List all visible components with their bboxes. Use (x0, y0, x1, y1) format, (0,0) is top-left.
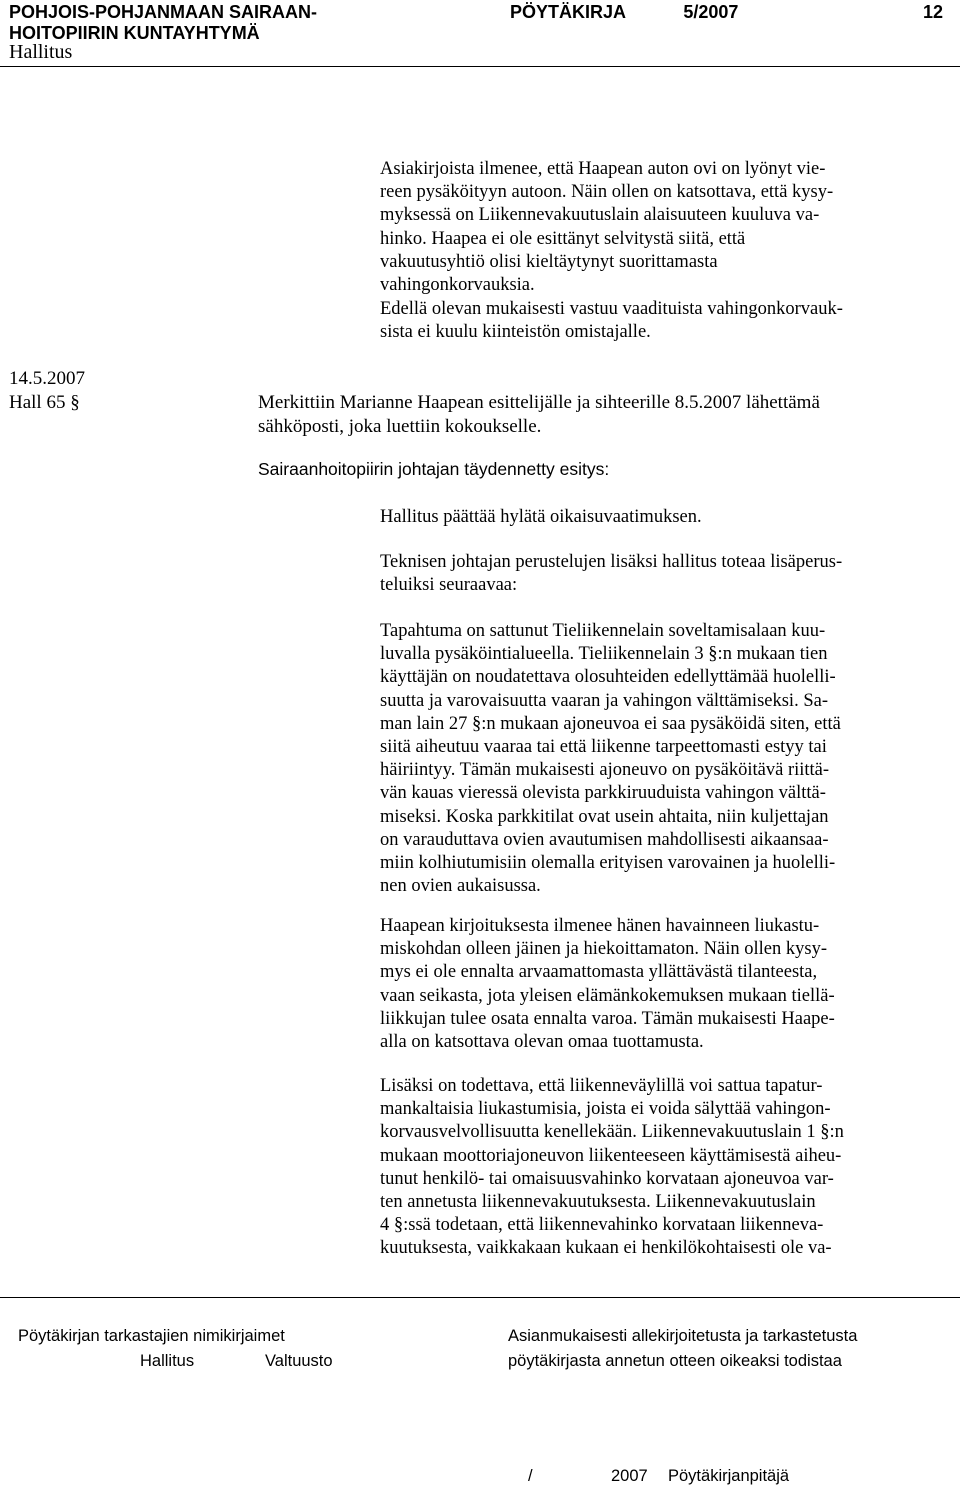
text-line: kuutuksesta, vaikkakaan kukaan ei henkilökohtaisesti ole va- (380, 1238, 832, 1259)
text-line: mys ei ole ennalta arvaamattomasta yllättävästä tilanteesta, (380, 962, 818, 983)
text-line: Tapahtuma on sattunut Tieliikennelain soveltamisalaan kuu- (380, 621, 826, 641)
document-number: 5/2007 (683, 2, 739, 22)
text-line: mankaltaisia liukastumisia, joista ei voida sälyttää vahingon- (380, 1099, 831, 1120)
organization-name (9, 2, 317, 44)
text-line: mukaan moottoriajoneuvon liikenteeseen käyttämisestä aiheu- (380, 1145, 842, 1166)
date-slash: / (528, 1467, 533, 1485)
proposal-paragraph-4 (380, 1075, 955, 1261)
text-line: miskohdan olleen jäinen ja hiekoittamaton. Näin ollen kysy- (380, 939, 827, 960)
item-date: 14.5.2007 (9, 368, 85, 389)
text-line: vän kauas vieressä olevista parkkiruuduista vahingon välttä- (380, 783, 826, 804)
text-line: on varauduttava ovien avautumisen mahdollisesti aikaansaa- (380, 829, 829, 850)
footer-year: 2007 (611, 1467, 648, 1485)
minutes-keeper-label: Pöytäkirjanpitäjä (668, 1467, 790, 1485)
text-line: sista ei kuulu kiinteistön omistajalle. (380, 322, 651, 343)
text-line: luvalla pysäköintialueella. Tieliikennelain 3 §:n mukaan tien (380, 644, 828, 665)
text-line: man lain 27 §:n mukaan ajoneuvoa ei saa pysäköidä siten, että (380, 713, 841, 734)
text-line: nen ovien aukaisussa. (380, 876, 541, 897)
text-line: teluiksi seuraavaa: (380, 575, 518, 596)
text-line: ten annetusta liikennevakuutuksesta. Liikennevakuutuslain (380, 1192, 816, 1213)
text-line: vakuutusyhtiö olisi kieltäytynyt suorittamasta (380, 251, 718, 272)
text-line: hinko. Haapea ei ole esittänyt selvitystä siitä, että (380, 228, 746, 249)
text-line: käyttäjän on noudatettava olosuhteiden edellyttämää huolelli- (380, 667, 836, 688)
text-line: sähköposti, joka luettiin kokoukselle. (258, 416, 542, 437)
text-line: häiriintyy. Tämän mukaisesti ajoneuvo on pysäköitävä riittä- (380, 760, 830, 781)
page-number: 12 (922, 2, 943, 22)
text-line: reen pysäköityyn autoon. Näin ollen on katsottava, että kysy- (380, 182, 834, 203)
footer-divider (0, 1297, 960, 1298)
organization-name-line1: POHJOIS-POHJANMAAN SAIRAAN- (9, 2, 318, 22)
text-line: miseksi. Koska parkkitilat ovat usein ahtaita, niin kuljettajan (380, 806, 829, 827)
proposal-paragraph-2 (380, 620, 955, 898)
text-line: vahingonkorvauksia. (380, 275, 535, 296)
meeting-note (258, 391, 958, 439)
section-title: Hallitus (9, 41, 73, 63)
text-line: Edellä olevan mukaisesti vastuu vaadituista vahingonkorvauk- (380, 299, 843, 319)
proposal-paragraph-1 (380, 551, 955, 597)
text-line: vaan seikasta, jota yleisen elämänkokemuksen mukaan tiellä- (380, 985, 835, 1006)
initials-label: Pöytäkirjan tarkastajien nimikirjaimet (18, 1327, 285, 1345)
text-line: Teknisen johtajan perustelujen lisäksi hallitus toteaa lisäperus- (380, 552, 843, 572)
organization-name-line2: HOITOPIIRIN KUNTAYHTYMÄ (9, 23, 260, 43)
text-line: Asiakirjoista ilmenee, että Haapean auton ovi on lyönyt vie- (380, 159, 826, 179)
text-line: korvausvelvollisuutta kenellekään. Liikennevakuutuslain 1 §:n (380, 1122, 844, 1143)
conclusion-paragraph (380, 298, 955, 344)
text-line: Lisäksi on todettava, että liikenneväylillä voi sattua tapatur- (380, 1076, 823, 1096)
document-type: PÖYTÄKIRJA (510, 2, 626, 22)
certification-line-1: Asianmukaisesti allekirjoitetusta ja tarkastetusta (508, 1327, 858, 1345)
text-line: siitä aiheutuu vaaraa tai että liikenne tarpeettomasti estyy tai (380, 737, 827, 758)
text-line: miin kolhiutumisiin olemalla erityisen varovainen ja huolelli- (380, 853, 836, 874)
document-type-and-number (510, 2, 738, 23)
header-divider (0, 66, 960, 67)
text-line: tunut henkilö- tai omaisuusvahinko korvataan ajoneuvoa var- (380, 1168, 834, 1189)
text-line: alla on katsottava olevan omaa tuottamusta. (380, 1032, 704, 1053)
text-line: Haapean kirjoituksesta ilmenee hänen havainneen liukastu- (380, 916, 820, 936)
council-initials-label: Valtuusto (265, 1352, 333, 1370)
text-line: myksessä on Liikennevakuutuslain alaisuuteen kuuluva va- (380, 205, 820, 226)
text-line: 4 §:ssä todetaan, että liikennevahinko korvataan liikenneva- (380, 1215, 824, 1236)
item-number: Hall 65 § (9, 392, 80, 413)
certification-line-2: pöytäkirjasta annetun otteen oikeaksi todistaa (508, 1352, 842, 1370)
text-line: Merkittiin Marianne Haapean esittelijälle ja sihteerille 8.5.2007 lähettämä (258, 392, 820, 413)
text-line: suutta ja varovaisuutta vaaran ja vahingon välttämiseksi. Sa- (380, 690, 828, 711)
proposal-heading: Sairaanhoitopiirin johtajan täydennetty esitys: (258, 459, 610, 479)
proposal-paragraph-3 (380, 915, 955, 1054)
text-line: liikkujan tulee osata ennalta varoa. Tämän mukaisesti Haape- (380, 1008, 835, 1029)
intro-paragraph (380, 158, 955, 297)
decision-text: Hallitus päättää hylätä oikaisuvaatimuksen. (380, 507, 702, 527)
board-initials-label: Hallitus (140, 1352, 195, 1370)
